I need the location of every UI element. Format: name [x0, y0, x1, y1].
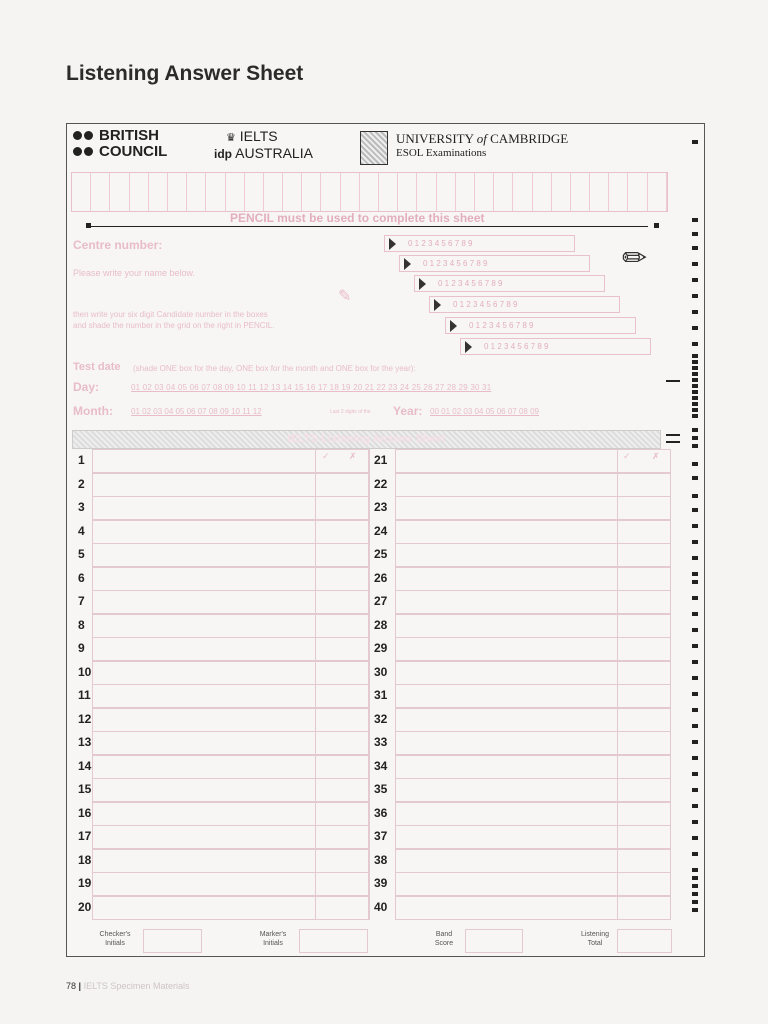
timing-tick	[666, 441, 680, 443]
australia-text: AUSTRALIA	[235, 145, 313, 161]
marking-box[interactable]	[315, 614, 369, 638]
marking-box[interactable]	[617, 778, 671, 802]
question-number: 37	[374, 829, 388, 843]
markers-initials-label: Marker's Initials	[259, 931, 287, 947]
marking-box[interactable]	[315, 496, 369, 520]
timing-mark	[692, 262, 698, 266]
timing-mark	[692, 384, 698, 388]
timing-mark	[692, 724, 698, 728]
timing-mark	[692, 360, 698, 364]
timing-mark	[692, 556, 698, 560]
timing-mark	[692, 660, 698, 664]
question-number: 2	[78, 476, 85, 491]
pencil-notice: PENCIL must be used to complete this sheet	[230, 211, 485, 225]
year-note: Last 2 digits of the	[330, 409, 371, 415]
cambridge-name: CAMBRIDGE	[490, 131, 569, 146]
marking-box[interactable]	[617, 755, 671, 779]
band-score-label: Band Score	[434, 931, 454, 947]
ielts-text: IELTS	[239, 128, 278, 144]
timing-mark	[692, 692, 698, 696]
question-number: 12	[78, 711, 92, 726]
question-number: 33	[374, 735, 388, 749]
marking-box[interactable]	[617, 661, 671, 685]
marking-box[interactable]	[315, 825, 369, 849]
british-council-line1: BRITISH	[99, 127, 159, 144]
timing-mark	[692, 378, 698, 382]
timing-mark	[692, 396, 698, 400]
month-options[interactable]: 01 02 03 04 05 06 07 08 09 10 11 12	[131, 407, 262, 416]
question-number: 40	[374, 899, 388, 914]
timing-mark	[692, 644, 698, 648]
question-number: 7	[78, 594, 85, 608]
name-grid[interactable]	[71, 172, 668, 212]
ielts-idp-logo	[214, 129, 313, 162]
candidate-instruction-2: and shade the number in the grid on the right in PENCIL.	[73, 321, 275, 330]
marking-box[interactable]	[617, 567, 671, 591]
marking-box[interactable]	[315, 543, 369, 567]
timing-mark	[692, 852, 698, 856]
marking-box[interactable]	[315, 896, 369, 920]
question-number: 16	[78, 805, 92, 820]
timing-mark	[692, 612, 698, 616]
marking-box[interactable]	[315, 684, 369, 708]
listening-total-label: Listening Total	[580, 931, 610, 947]
idp-text: idp	[214, 147, 232, 161]
timing-mark	[692, 414, 698, 418]
question-number: 24	[374, 523, 388, 538]
timing-mark	[692, 342, 698, 346]
timing-mark	[692, 740, 698, 744]
question-number: 11	[78, 688, 91, 702]
timing-mark	[692, 402, 698, 406]
marking-box[interactable]	[617, 872, 671, 896]
timing-mark	[692, 444, 698, 448]
question-number: 38	[374, 852, 388, 867]
timing-mark	[692, 354, 698, 358]
british-council-logo	[73, 128, 167, 160]
timing-mark	[692, 508, 698, 512]
timing-mark	[692, 900, 698, 904]
question-number: 13	[78, 735, 92, 749]
timing-mark	[692, 140, 698, 144]
timing-mark	[692, 596, 698, 600]
timing-tick	[666, 434, 680, 436]
timing-mark	[692, 436, 698, 440]
pencil-icon: ✏	[622, 242, 648, 275]
checkers-initials-label: Checker's Initials	[99, 931, 131, 947]
question-number: 5	[78, 547, 85, 561]
timing-mark	[692, 408, 698, 412]
timing-mark	[692, 390, 698, 394]
marking-box[interactable]	[617, 590, 671, 614]
timing-mark	[692, 892, 698, 896]
tick-mark: ✓	[322, 451, 330, 461]
candidate-digit-row-5[interactable]: 0 1 2 3 4 5 6 7 8 9	[445, 317, 636, 334]
question-number: 20	[78, 899, 92, 914]
question-number: 10	[78, 664, 92, 679]
timing-mark	[692, 326, 698, 330]
marking-box[interactable]	[617, 708, 671, 732]
question-number: 32	[374, 711, 388, 726]
candidate-digit-row-6[interactable]: 0 1 2 3 4 5 6 7 8 9	[460, 338, 651, 355]
pencil-hint-icon: ✎	[338, 288, 352, 305]
marking-box[interactable]	[315, 872, 369, 896]
timing-mark	[692, 476, 698, 480]
question-number: 1	[78, 453, 85, 467]
timing-mark	[692, 572, 698, 576]
question-number: 14	[78, 758, 92, 773]
cambridge-of: of	[476, 131, 487, 146]
timing-mark	[692, 462, 698, 466]
marking-box[interactable]	[617, 614, 671, 638]
page-source: IELTS Specimen Materials	[83, 981, 190, 991]
question-number: 19	[78, 876, 92, 890]
question-number: 28	[374, 617, 388, 632]
timing-mark	[692, 524, 698, 528]
british-council-line2: COUNCIL	[99, 143, 168, 160]
question-number: 8	[78, 617, 85, 632]
marking-box[interactable]	[315, 590, 369, 614]
timing-mark	[692, 428, 698, 432]
band-score-box[interactable]	[465, 929, 523, 953]
cambridge-university: UNIVERSITY	[396, 131, 474, 146]
question-number: 27	[374, 594, 388, 608]
timing-mark	[692, 540, 698, 544]
marking-box[interactable]	[617, 731, 671, 755]
listening-total-box[interactable]	[617, 929, 672, 953]
timing-mark	[692, 218, 698, 222]
timing-mark	[692, 868, 698, 872]
timing-mark	[692, 756, 698, 760]
sheet-header: IELTS Listening Answer Sheet	[72, 430, 661, 449]
timing-mark	[692, 676, 698, 680]
marking-box[interactable]	[617, 520, 671, 544]
question-number: 23	[374, 500, 388, 514]
year-options[interactable]: 00 01 02 03 04 05 06 07 08 09	[430, 407, 539, 416]
question-number: 31	[374, 688, 388, 702]
question-number: 4	[78, 523, 85, 538]
cross-mark: ✗	[652, 451, 660, 461]
markers-initials-box[interactable]	[299, 929, 368, 953]
cross-mark: ✗	[349, 451, 357, 461]
question-number: 21	[374, 453, 388, 467]
page-footer: 78 | IELTS Specimen Materials	[66, 981, 190, 991]
question-number: 25	[374, 547, 388, 561]
question-number: 34	[374, 758, 388, 773]
timing-mark	[692, 628, 698, 632]
marking-box[interactable]	[617, 849, 671, 873]
page-number: 78	[66, 981, 77, 991]
marking-box[interactable]	[617, 496, 671, 520]
question-number: 6	[78, 570, 85, 585]
question-number: 22	[374, 476, 388, 491]
pencil-rule	[90, 226, 648, 227]
timing-mark	[692, 836, 698, 840]
question-number: 18	[78, 852, 92, 867]
marking-box[interactable]	[315, 755, 369, 779]
cambridge-crest-icon	[360, 131, 388, 165]
marking-box[interactable]	[617, 684, 671, 708]
timing-mark	[692, 580, 698, 584]
checkers-initials-box[interactable]	[143, 929, 202, 953]
question-number: 3	[78, 500, 85, 514]
question-number: 15	[78, 782, 92, 796]
centre-number-label: Centre number:	[73, 238, 163, 252]
timing-mark	[692, 788, 698, 792]
marking-box[interactable]	[315, 473, 369, 497]
marking-box[interactable]	[617, 825, 671, 849]
write-name-instruction: Please write your name below.	[73, 268, 196, 278]
candidate-digit-row-1[interactable]: 0 1 2 3 4 5 6 7 8 9	[384, 235, 575, 252]
marking-box[interactable]	[617, 543, 671, 567]
question-number: 36	[374, 805, 388, 820]
timing-mark	[692, 772, 698, 776]
marking-box[interactable]	[315, 567, 369, 591]
timing-mark	[692, 310, 698, 314]
marking-box[interactable]	[315, 731, 369, 755]
timing-mark	[692, 366, 698, 370]
marking-box[interactable]	[315, 802, 369, 826]
month-label: Month:	[73, 404, 113, 418]
marking-box[interactable]	[617, 896, 671, 920]
esol-examinations: ESOL Examinations	[396, 147, 487, 159]
candidate-instruction-1: then write your six digit Candidate number in the boxes	[73, 310, 268, 319]
timing-mark	[692, 876, 698, 880]
marking-box[interactable]	[315, 520, 369, 544]
test-date-label: Test date	[73, 361, 121, 373]
question-number: 29	[374, 641, 388, 655]
timing-mark	[692, 804, 698, 808]
timing-mark	[692, 494, 698, 498]
timing-mark	[692, 908, 698, 912]
question-number: 30	[374, 664, 388, 679]
page-title: Listening Answer Sheet	[66, 62, 304, 85]
timing-mark	[692, 294, 698, 298]
question-number: 35	[374, 782, 388, 796]
marking-box[interactable]	[315, 661, 369, 685]
tick-mark: ✓	[623, 451, 631, 461]
day-options[interactable]: 01 02 03 04 05 06 07 08 09 10 11 12 13 14 15 16 17 18 19 20 21 22 23 24 25 26 27 28 29 30 31	[131, 383, 492, 392]
timing-mark	[692, 708, 698, 712]
cambridge-esol-logo	[360, 131, 568, 165]
question-number: 17	[78, 829, 92, 843]
marking-box[interactable]	[617, 473, 671, 497]
question-number: 9	[78, 641, 85, 655]
marking-box[interactable]	[617, 637, 671, 661]
question-number: 39	[374, 876, 388, 890]
timing-mark	[692, 884, 698, 888]
timing-mark	[692, 232, 698, 236]
question-number: 26	[374, 570, 388, 585]
timing-mark	[692, 278, 698, 282]
marking-box[interactable]	[315, 708, 369, 732]
marking-box[interactable]	[315, 637, 369, 661]
timing-mark	[692, 820, 698, 824]
timing-mark	[692, 246, 698, 250]
candidate-digit-row-4[interactable]: 0 1 2 3 4 5 6 7 8 9	[429, 296, 620, 313]
test-date-instruction: (shade ONE box for the day, ONE box for the month and ONE box for the year):	[133, 364, 416, 373]
candidate-digit-row-2[interactable]: 0 1 2 3 4 5 6 7 8 9	[399, 255, 590, 272]
ielts-logo-icon: ♛	[226, 132, 236, 144]
timing-mark	[692, 372, 698, 376]
year-label: Year:	[393, 404, 423, 418]
marking-box[interactable]	[315, 849, 369, 873]
timing-tick	[666, 380, 680, 382]
marking-box[interactable]	[315, 778, 369, 802]
day-label: Day:	[73, 380, 100, 394]
marking-box[interactable]	[617, 802, 671, 826]
candidate-digit-row-3[interactable]: 0 1 2 3 4 5 6 7 8 9	[414, 275, 605, 292]
registration-mark	[654, 223, 659, 228]
